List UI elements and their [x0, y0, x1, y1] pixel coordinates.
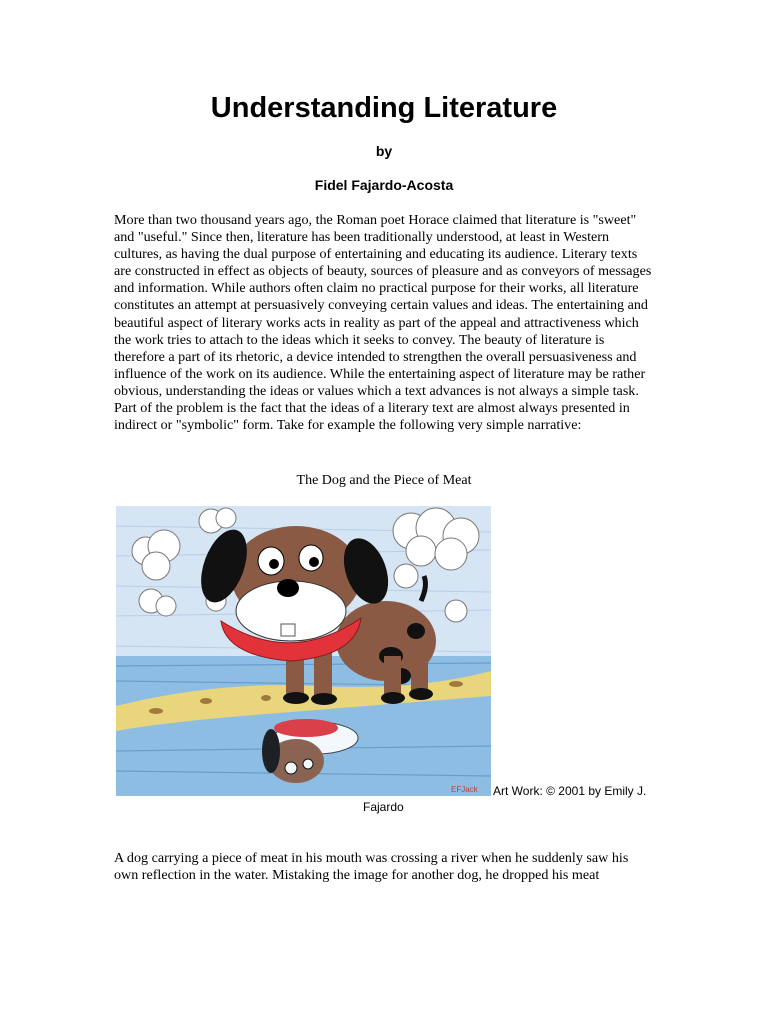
byline: by [375, 143, 393, 159]
story-paragraph: A dog carrying a piece of meat in his mouth was crossing a river when he suddenly saw his own reflection in the water. Mistaking the image for another dog, he dropped his meat [114, 850, 629, 884]
story-title: The Dog and the Piece of Meat [296, 473, 472, 488]
author-name: Fidel Fajardo-Acosta [314, 177, 454, 193]
document-title: Understanding Literature [210, 92, 558, 124]
art-credit: Art Work: © 2001 by Emily J. [493, 784, 647, 798]
dog-illustration [116, 506, 491, 796]
svg-text:EFJack: EFJack [451, 785, 478, 794]
art-credit-continued: Fajardo [363, 800, 404, 814]
intro-paragraph: More than two thousand years ago, the Roman poet Horace claimed that literature is "sweet" and "useful." Since then, literature has been traditionally understood, at least in Western cultures, as having the dual purpose of entertaining and educating its audience. Literary texts are constructed in effect as objects of beauty, sources of pleasure and as conveyors of messages and information. While authors often claim no practical purpose for their works, all literature constitutes an attempt at persuasively conveying certain values and ideas. The entertaining and beautiful aspect of literary works acts in reality as part of the appeal and attractiveness which the work tries to attach to the ideas which it seeks to convey. The beauty of literature is therefore a part of its rhetoric, a device intended to strengthen the overall persuasiveness and influence of the work on its audience. While the entertaining aspect of literature may be rather obvious, understanding the ideas or values which a text advances is not always a simple task. Part of the problem is the fact that the ideas of a literary text are almost always presented in indirect or "symbolic" form. Take for example the following very simple narrative: [114, 212, 652, 434]
